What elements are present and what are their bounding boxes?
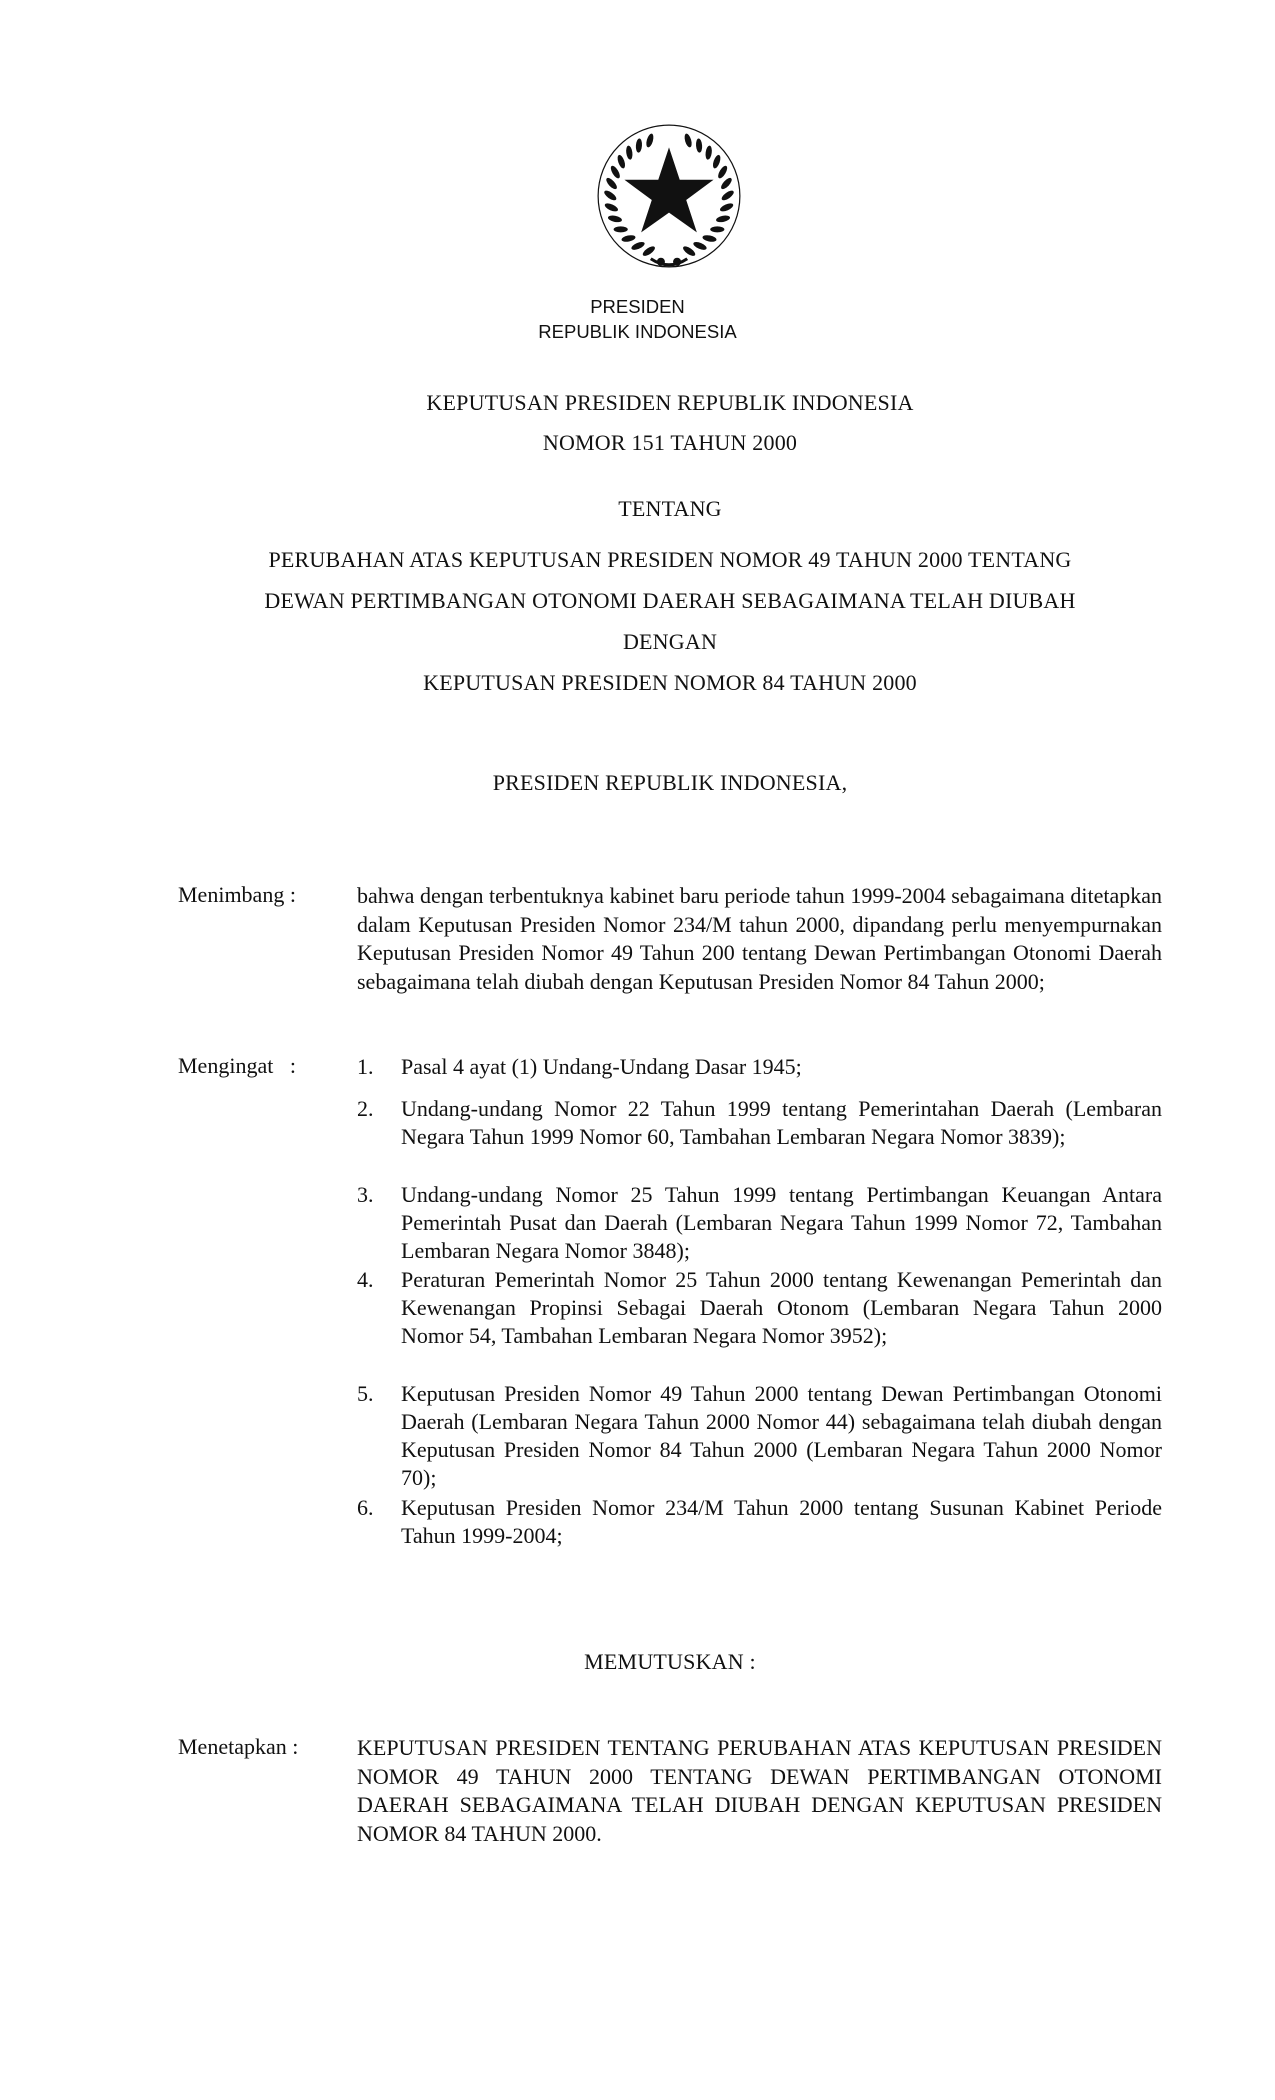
wreath-leaf [682, 245, 697, 258]
wreath-leaf [705, 145, 713, 160]
wreath-leaf [719, 202, 734, 213]
wreath-leaf [702, 234, 717, 243]
presidential-seal-icon [588, 117, 750, 279]
list-item-number: 3. [357, 1182, 374, 1207]
emblem-subtitle: REPUBLIK INDONESIA [538, 321, 737, 342]
wreath-leaf [616, 154, 626, 169]
wreath-leaf [625, 145, 633, 160]
wreath-leaf [645, 133, 655, 148]
wreath-leaf [607, 214, 622, 223]
wreath-leaf [710, 226, 724, 232]
subject-line: PERUBAHAN ATAS KEPUTUSAN PRESIDEN NOMOR 49 TAHUN 2000 TENTANG [268, 547, 1072, 572]
wreath-leaf [711, 154, 721, 169]
list-item-number: 1. [357, 1054, 374, 1079]
wreath-leaf [641, 245, 656, 258]
wreath-leaf [696, 138, 703, 153]
decree-title: KEPUTUSAN PRESIDEN REPUBLIK INDONESIA [426, 390, 914, 415]
wreath-leaf [605, 176, 619, 191]
wreath-leaf [716, 164, 729, 179]
wreath-leaf [604, 202, 619, 213]
decree-number: NOMOR 151 TAHUN 2000 [542, 430, 798, 455]
list-item-text: Peraturan Pemerintah Nomor 25 Tahun 2000 tentang Kewenangan Pemerintah dan Kewenangan Propinsi Sebagai Daerah Otonom (Lembaran Negara Tahun 2000 Nomor 54, Tambahan Lembaran Negara Nomor 3952); [401, 1267, 1162, 1348]
wreath-leaf [614, 226, 628, 232]
wreath-leaf [609, 164, 622, 179]
menimbang-label: Menimbang : [178, 882, 296, 907]
memutuskan-heading: MEMUTUSKAN : [584, 1649, 756, 1674]
list-item-text: Keputusan Presiden Nomor 234/M Tahun 2000 tentang Susunan Kabinet Periode Tahun 1999-2004; [401, 1495, 1162, 1548]
star-icon [624, 147, 713, 232]
list-item-number: 4. [357, 1267, 374, 1292]
list-item-text: Undang-undang Nomor 25 Tahun 1999 tentang Pertimbangan Keuangan Antara Pemerintah Pusat dan Daerah (Lembaran Negara Tahun 1999 Nomor 72, Tambahan Lembaran Negara Nomor 3848); [401, 1182, 1162, 1263]
president-heading: PRESIDEN REPUBLIK INDONESIA, [492, 770, 848, 795]
wreath-leaf [621, 234, 636, 243]
wreath-leaf [683, 133, 693, 148]
menetapkan-label: Menetapkan : [178, 1734, 299, 1759]
wreath-leaf [603, 189, 618, 202]
list-item-number: 6. [357, 1495, 374, 1520]
subject-line: DENGAN [622, 629, 718, 654]
wreath-leaf [635, 138, 642, 153]
list-item-number: 2. [357, 1096, 374, 1121]
wreath-leaf [692, 240, 707, 251]
list-item-text: Keputusan Presiden Nomor 49 Tahun 2000 tentang Dewan Pertimbangan Otonomi Daerah (Lembaran Negara Tahun 2000 Nomor 44) sebagaimana telah diubah dengan Keputusan Presiden Nomor 84 Tahun 2000 (Lembaran Negara Tahun 2000 Nomor 70); [401, 1381, 1162, 1490]
tentang-heading: TENTANG [618, 496, 722, 521]
wreath-leaf [720, 189, 735, 202]
list-item-text: Undang-undang Nomor 22 Tahun 1999 tentang Pemerintahan Daerah (Lembaran Negara Tahun 1999 Nomor 60, Tambahan Lembaran Negara Nomor 3839); [401, 1096, 1162, 1149]
menetapkan-text: KEPUTUSAN PRESIDEN TENTANG PERUBAHAN ATAS KEPUTUSAN PRESIDEN NOMOR 49 TAHUN 2000 TENTANG DEWAN PERTIMBANGAN OTONOMI DAERAH SEBAGAIMANA TELAH DIUBAH DENGAN KEPUTUSAN PRESIDEN NOMOR 84 TAHUN 2000. [357, 1735, 1162, 1846]
wreath-leaf [630, 240, 645, 251]
emblem-title: PRESIDEN [590, 296, 685, 317]
list-item-number: 5. [357, 1381, 374, 1406]
mengingat-label: Mengingat : [178, 1053, 296, 1078]
list-item-text: Pasal 4 ayat (1) Undang-Undang Dasar 1945; [401, 1054, 802, 1079]
subject-line: KEPUTUSAN PRESIDEN NOMOR 84 TAHUN 2000 [423, 670, 917, 695]
wreath-leaf [719, 176, 733, 191]
wreath-leaf [716, 214, 731, 223]
subject-line: DEWAN PERTIMBANGAN OTONOMI DAERAH SEBAGAIMANA TELAH DIUBAH [264, 588, 1076, 613]
menimbang-text: bahwa dengan terbentuknya kabinet baru periode tahun 1999-2004 sebagaimana ditetapkan dalam Keputusan Presiden Nomor 234/M tahun 2000, dipandang perlu menyempurnakan Keputusan Presiden Nomor 49 Tahun 200 tentang Dewan Pertimbangan Otonomi Daerah sebagaimana telah diubah dengan Keputusan Presiden Nomor 84 Tahun 2000; [357, 883, 1162, 994]
